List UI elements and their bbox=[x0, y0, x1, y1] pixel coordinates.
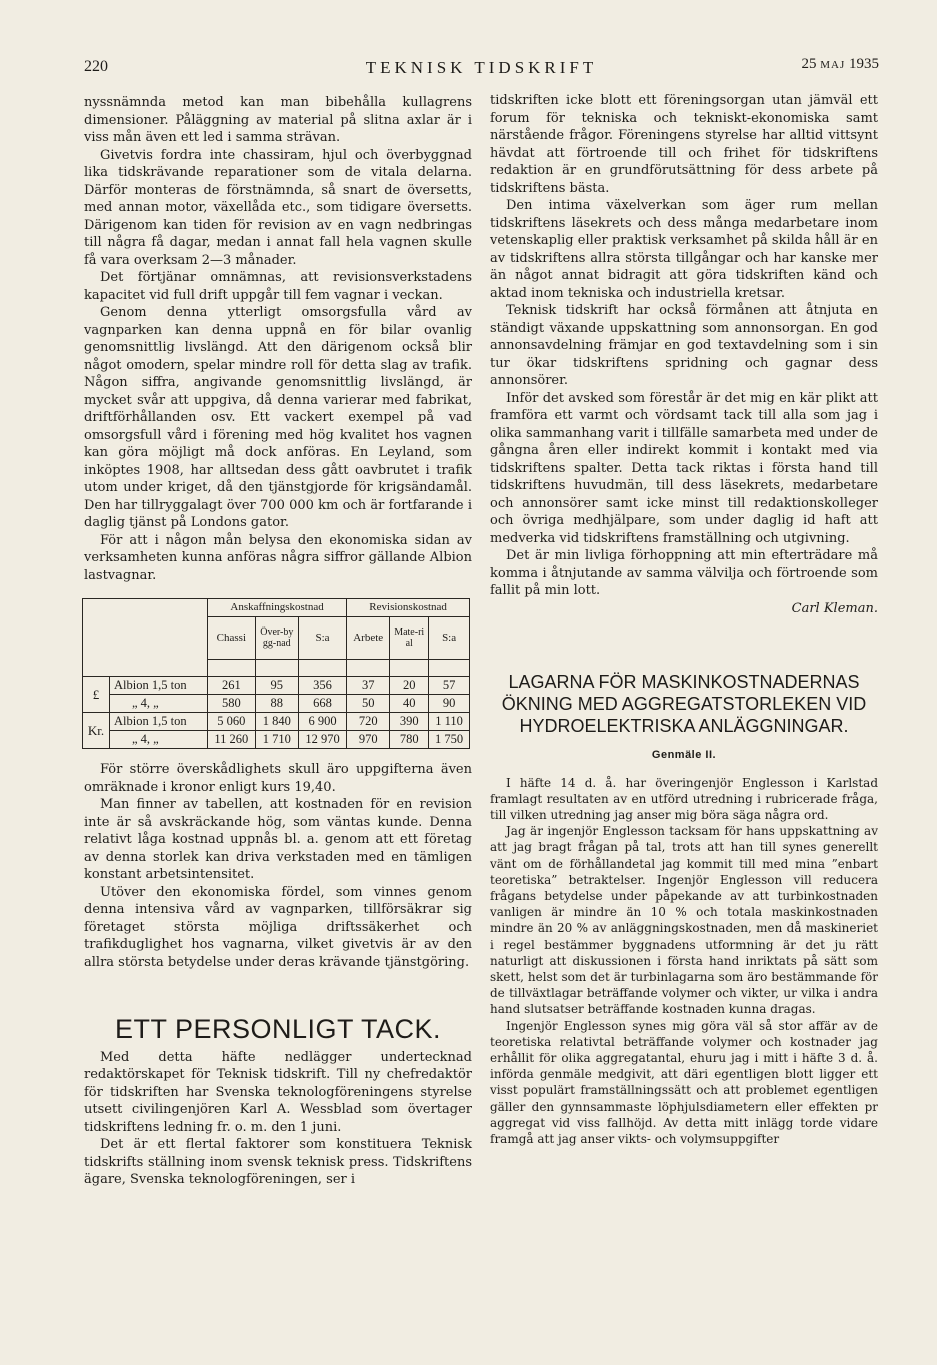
paragraph: Den intima växelverkan som äger rum mellan tidskriftens läsekrets och dess många medarbetare inom vetenskaplig eller praktisk verksamhet på skilda håll är en av tidskriftens allra största tillgångar och har kanske mer än något annat bidragit att göra tidskriften känd och aktad inom tekniska och industriella kretsar. bbox=[490, 198, 878, 301]
row-label: Albion 1,5 ton bbox=[110, 677, 208, 695]
issue-month: MAJ bbox=[820, 59, 846, 71]
right-column bbox=[490, 92, 878, 1147]
cell-chassi: 261 bbox=[207, 677, 255, 695]
table-row bbox=[83, 695, 470, 713]
paragraph: Det är ett flertal faktorer som konstituera Teknisk tidskrifts ställning inom svensk teknisk press. Tidskriftens ägare, Svenska teknologföreningen, ser i bbox=[84, 1137, 472, 1187]
issue-year: 1935 bbox=[849, 56, 879, 72]
paragraph: För större överskådlighets skull äro uppgifterna även omräknade i kronor enligt kurs 19,40. bbox=[84, 762, 472, 795]
cell-sum-acquisition: 668 bbox=[298, 695, 346, 713]
article-subtitle: Genmäle II. bbox=[651, 749, 717, 761]
issue-day: 25 bbox=[801, 56, 817, 72]
header-acquisition-cost: Anskaffningskostnad bbox=[207, 599, 346, 617]
currency-kronor: Kr. bbox=[83, 713, 110, 749]
cell-arbete: 37 bbox=[347, 677, 390, 695]
left-column bbox=[84, 94, 472, 1189]
cell-sum-acquisition: 356 bbox=[298, 677, 346, 695]
cell-chassi: 5 060 bbox=[207, 713, 255, 731]
currency-pound: £ bbox=[83, 677, 110, 713]
col-chassi: Chassi bbox=[207, 617, 255, 660]
col-arbete: Arbete bbox=[347, 617, 390, 660]
table-row bbox=[83, 713, 470, 731]
journal-title: TEKNISK TIDSKRIFT bbox=[365, 58, 598, 77]
paragraph: nyssnämnda metod kan man bibehålla kullagrens dimensioner. Påläggning av material på slitna axlar är i viss mån även ett led i samma strävan. bbox=[84, 95, 472, 145]
cell-sum-acquisition: 12 970 bbox=[298, 731, 346, 749]
paragraph: I häfte 14 d. å. har överingenjör Englesson i Karlstad framlagt resultaten av en utförd utredning i rubricerade fråga, till vilken utredning jag anser mig böra säga några ord. bbox=[490, 775, 878, 822]
paragraph: Utöver den ekonomiska fördel, som vinnes genom denna intensiva vård av vagnparken, tillförsäkrar sig företaget största möjliga driftssäkerhet och trafikduglighet hos vagnarna, vilket givetvis är av den allra största betydelse under deras krävande tjänstgöring. bbox=[84, 884, 472, 970]
paragraph: Ingenjör Englesson synes mig göra väl så stor affär av de teoretiska relativtal beträffande volymer och kostnader jag erhållit för olika aggregatantal, ehuru jag i mitt i häfte 3 d. å. införda genmäle medgivit, att däri egentligen blott ligger ett visst populärt framställningssätt och att problemet egentligen gäller den gynnsammaste löphjulsdiametern eller effekten pr aggregat vid viss fallhöjd. Av detta mitt inlägg torde vidare framgå att jag anser vikts- och volymsuppgifter bbox=[490, 1018, 878, 1146]
cell-material: 780 bbox=[390, 731, 429, 749]
col-sum-acquisition: S:a bbox=[298, 617, 346, 660]
page-header bbox=[84, 56, 879, 82]
cell-overbyggnad: 88 bbox=[255, 695, 298, 713]
row-label: „ 4, „ bbox=[110, 731, 208, 749]
col-material: Mate-rial bbox=[390, 617, 429, 660]
cell-material: 20 bbox=[390, 677, 429, 695]
cell-overbyggnad: 1 710 bbox=[255, 731, 298, 749]
paragraph: Med detta häfte nedlägger undertecknad redaktörskapet för Teknisk tidskrift. Till ny chefredaktör för tidskriften har Svenska teknologföreningens styrelse utsett civilingenjören Karl A. Wessblad som övertager tidskriftens ledning fr. o. m. den 1 juni. bbox=[84, 1049, 472, 1135]
paragraph: Teknisk tidskrift har också förmånen att åtnjuta en ständigt växande uppskattning som annonsorgan. En god annonsavdelning främjar en god textavdelning som i sin tur ökar tidskriftens spridning och gagnar dess annonsörer. bbox=[490, 303, 878, 388]
cell-chassi: 580 bbox=[207, 695, 255, 713]
cell-sum-revision: 90 bbox=[429, 695, 470, 713]
cell-arbete: 720 bbox=[347, 713, 390, 731]
cell-sum-revision: 1 110 bbox=[429, 713, 470, 731]
row-label: Albion 1,5 ton bbox=[110, 713, 208, 731]
cell-chassi: 11 260 bbox=[207, 731, 255, 749]
table-row bbox=[83, 677, 470, 695]
article bbox=[490, 671, 878, 1147]
header-revision-cost: Revisionskostnad bbox=[347, 599, 470, 617]
issue-date bbox=[801, 56, 879, 73]
paragraph: Inför det avsked som förestår är det mig en kär plikt att framföra ett varmt och vördsamt tack till alla som jag i olika sammanhang varit i tillfälle samarbeta med under de gångna åren eller indirekt kommit i kontakt med via tidskriftens spalter. Detta tack riktas i första hand till tidskriftens huvudmän, till dess läsekrets, medarbetare och annonsörer samt icke minst till redaktionskolleger och övriga medhjälpare, som under daglig id haft att medverka vid tidskriftens framställning och utgivning. bbox=[490, 390, 878, 546]
cell-material: 40 bbox=[390, 695, 429, 713]
page-number: 220 bbox=[84, 58, 108, 75]
col-overbyggnad: Över-bygg-nad bbox=[255, 617, 298, 660]
row-label: „ 4, „ bbox=[110, 695, 208, 713]
cell-overbyggnad: 95 bbox=[255, 677, 298, 695]
cell-arbete: 50 bbox=[347, 695, 390, 713]
cell-sum-revision: 1 750 bbox=[429, 731, 470, 749]
col-sum-revision: S:a bbox=[429, 617, 470, 660]
paragraph: Genom denna ytterligt omsorgsfulla vård av vagnparken kan denna uppnå en för bilar ovanlig genomsnittlig livslängd. Att den därigenom också blir något omodern, spelar mindre roll för detta slag av trafik. Någon siffra, angivande genomsnittlig livslängd, är mycket svår att uppgiva, då denna varierar med fabrikat, driftförhållanden osv. Ett vackert exempel på vad omsorgsfull vård i förening med hög kvalitet hos vagnen kan göra möjligt må dock anföras. En Leyland, som inköptes 1908, har alltsedan dess gått oavbrutet i trafik utom under kriget, då den tjänstgjorde för krigsändamål. Den har tillryggalagt över 700 000 km och är fortfarande i daglig tjänst på Londons gator. bbox=[84, 305, 472, 530]
cell-overbyggnad: 1 840 bbox=[255, 713, 298, 731]
table-row bbox=[83, 731, 470, 749]
cell-material: 390 bbox=[390, 713, 429, 731]
paragraph: tidskriften icke blott ett föreningsorgan utan jämväl ett forum för tekniska och tekniskt-ekonomiska samt närstående frågor. Föreningens styrelse har alltid vittsynt hävdat att förtroende till och frihet för tidskriftens redaktion är en grundförutsättning för dess arbete på tidskriftens bästa. bbox=[490, 93, 878, 196]
signature: Carl Kleman. bbox=[791, 600, 878, 616]
cell-arbete: 970 bbox=[347, 731, 390, 749]
article-title: LAGARNA FÖR MASKINKOSTNADERNAS ÖKNING MED AGGREGATSTORLEKEN VID HYDROELEKTRISKA ANLÄGGNINGAR. bbox=[501, 672, 867, 736]
paragraph: Jag är ingenjör Englesson tacksam för hans uppskattning av att jag bragt frågan på tal, trots att han till synes generellt vänt om de förhållandetal jag kommit till med mina ”enbart teoretiska” betraktelser. Ingenjör Englesson vill reducera frågans betydelse under påpekande av att turbinkostnaden vanligen är mindre än 10 % och totala maskinkostnaden mindre än 20 % av anläggningskostnaden, men då maskineriet i regel bestämmer byggnadens utformning är det ju rätt naturligt att diskussionen i första hand inriktats på sätt som skett, helst som det är turbinlagarna som äro bestämmande för de tillväxtlagar beträffande volymer och vikter, ur vilka i andra hand slutsatser beträffande kostnaden kunna dragas. bbox=[490, 824, 878, 1017]
paragraph: För att i någon mån belysa den ekonomiska sidan av verksamheten kunna anföras några siffror gällande Albion lastvagnar. bbox=[84, 532, 472, 583]
cost-table bbox=[82, 598, 470, 749]
paragraph: Det är min livliga förhoppning att min efterträdare må komma i åtnjutande av samma välvilja och förtroende som fallit på min lott. bbox=[490, 548, 878, 598]
cell-sum-revision: 57 bbox=[429, 677, 470, 695]
tack-heading: ETT PERSONLIGT TACK. bbox=[114, 1014, 442, 1044]
paragraph: Givetvis fordra inte chassiram, hjul och överbyggnad lika tidskrävande reparationer som de vitala delarna. Därför monteras de förstnämnda, så snart de översetts, med annan motor, växellåda etc., som tidigare översetts. Därigenom kan tiden för revision av en vagn nedbringas till några få dagar, medan i annat fall hela vagnen skulle få vara overksam 2—3 månader. bbox=[84, 147, 472, 268]
cell-sum-acquisition: 6 900 bbox=[298, 713, 346, 731]
paragraph: Det förtjänar omnämnas, att revisionsverkstadens kapacitet vid full drift uppgår till fem vagnar i veckan. bbox=[84, 270, 472, 303]
paragraph: Man finner av tabellen, att kostnaden för en revision inte är så avskräckande hög, som väntas kunde. Denna relativt låga kostnad uppnås bl. a. genom att ett företag av denna storlek kan driva verkstaden med en tämligen konstant arbetsintensitet. bbox=[84, 797, 472, 882]
